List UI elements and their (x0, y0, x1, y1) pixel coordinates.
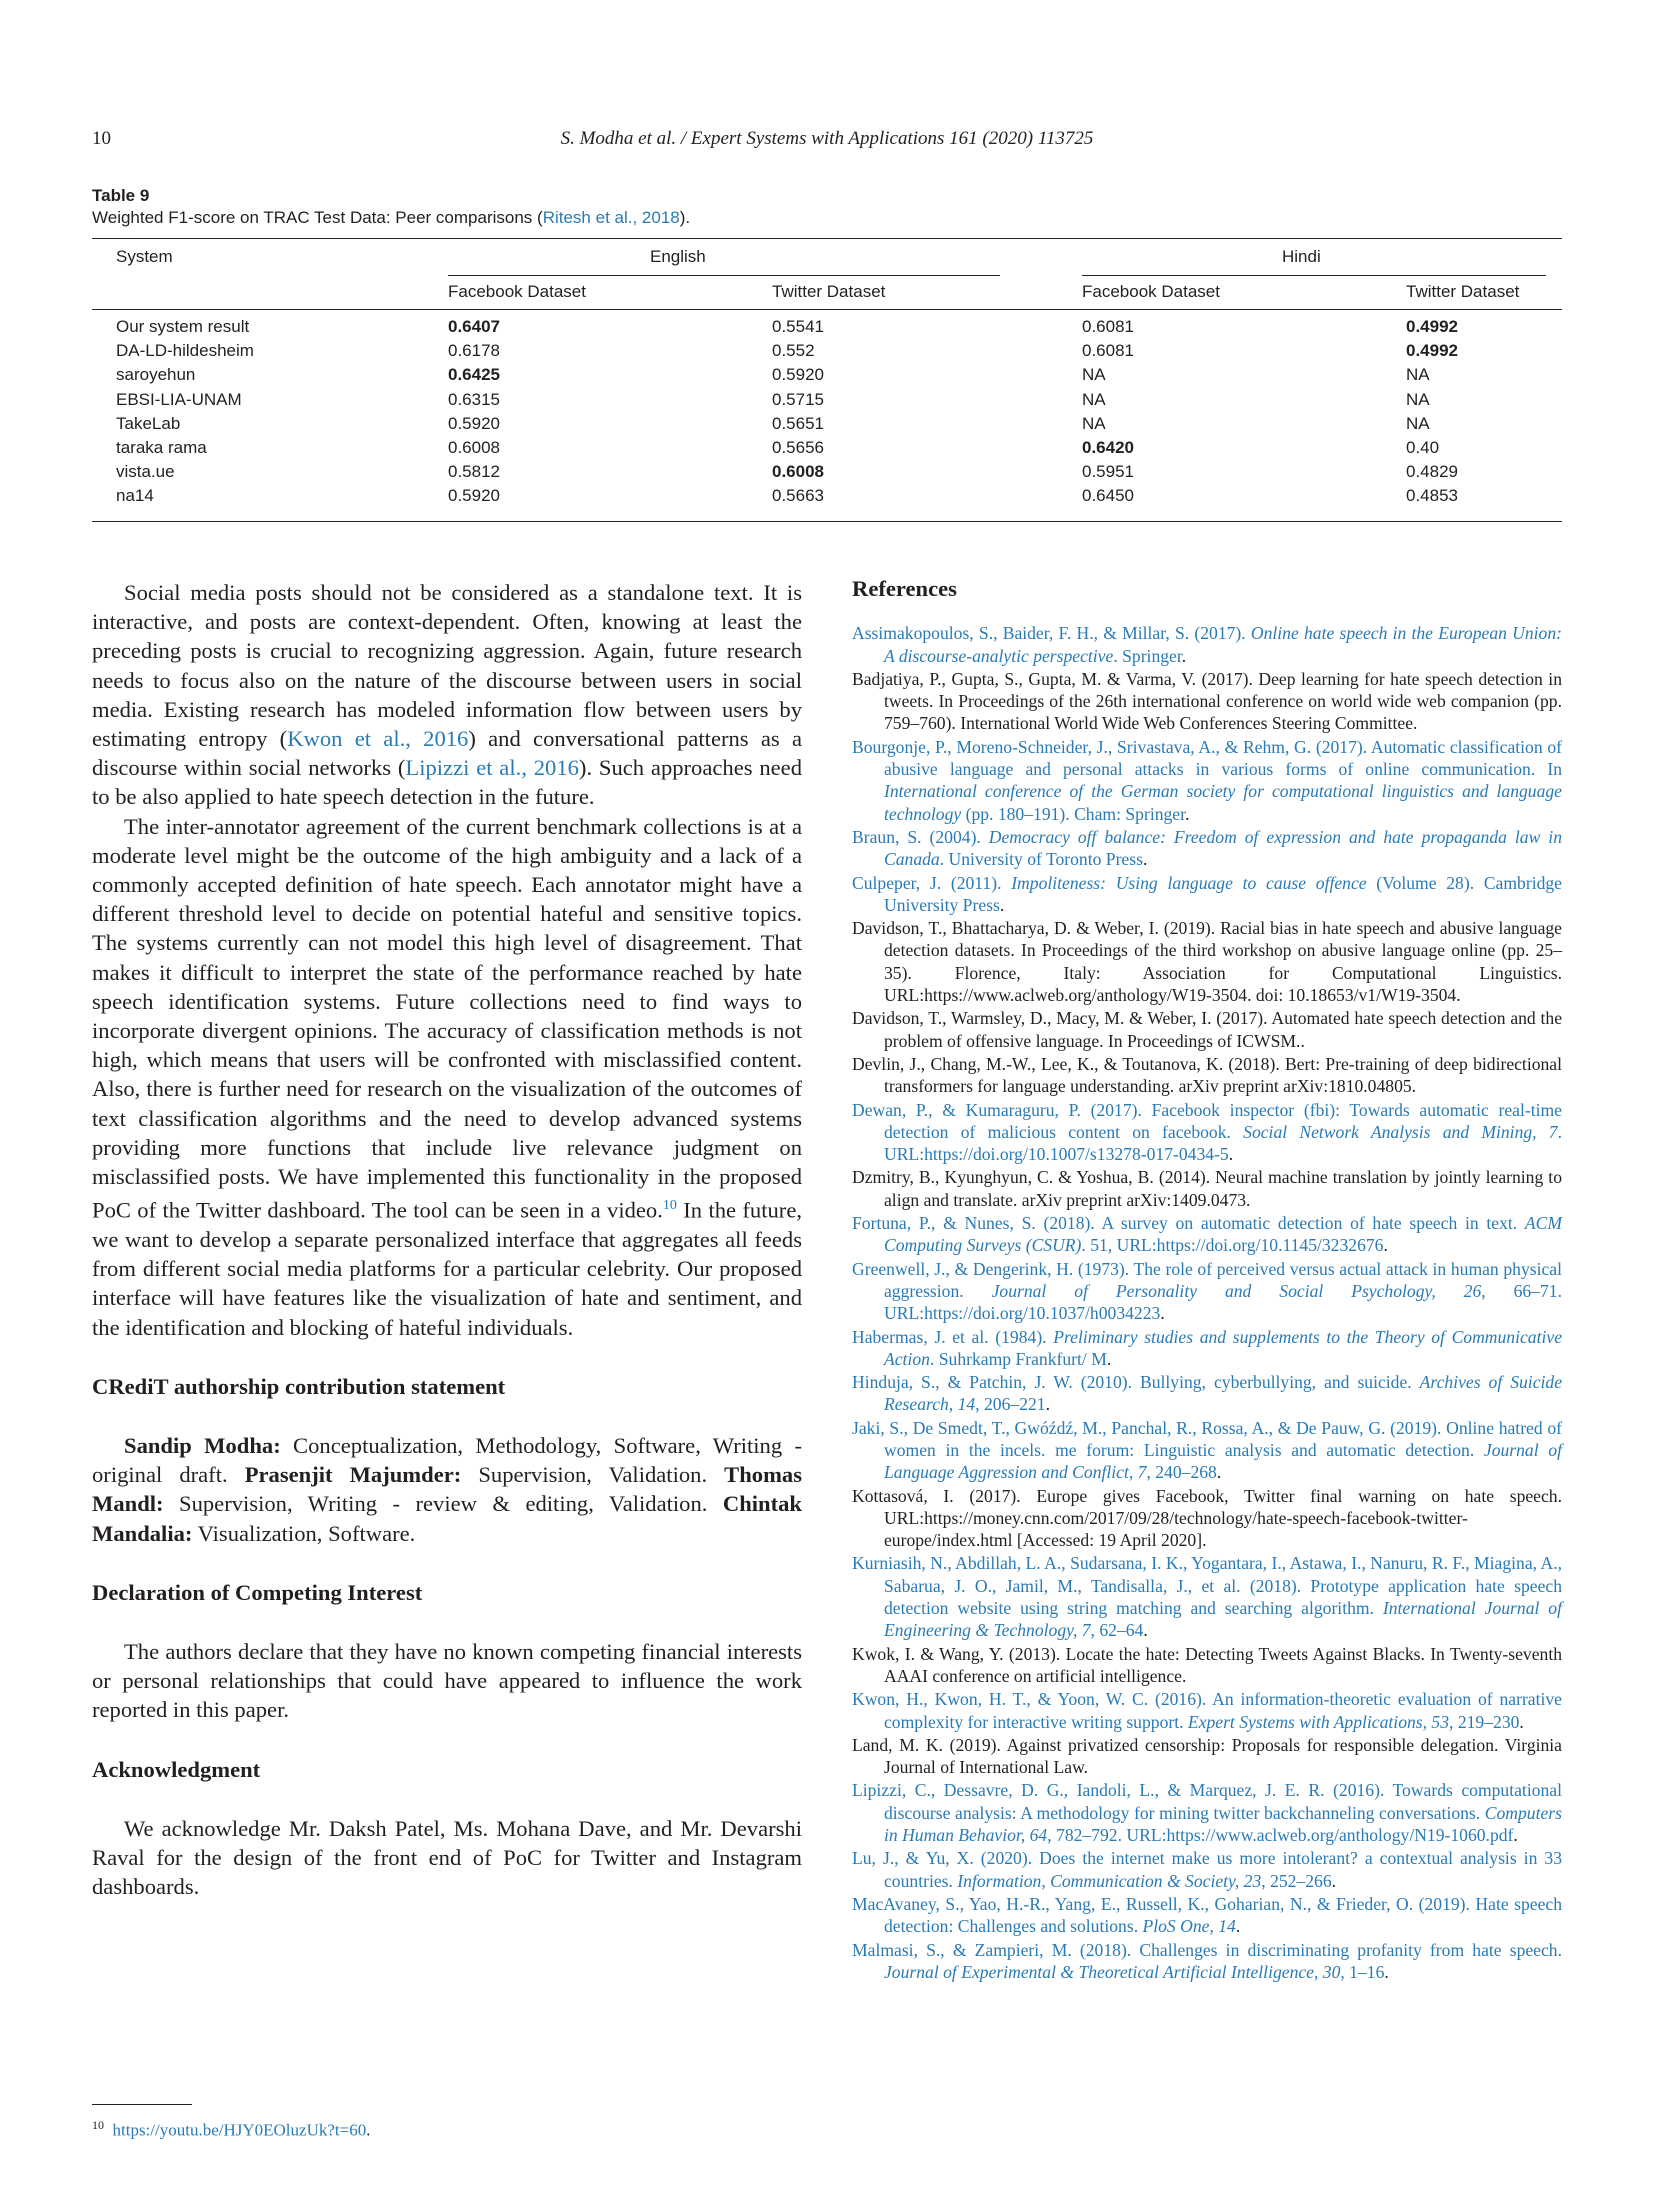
table-cell-value: 0.6081 (1082, 341, 1134, 361)
reference-item[interactable] (852, 1939, 1562, 1984)
hindi-group-rule (1082, 275, 1546, 276)
table-cell-value: 0.6081 (1082, 317, 1134, 336)
reference-text: Malmasi, S., & Zampieri, M. (2018). Challenges in discriminating profanity from hate speech. (852, 1939, 1562, 1960)
page-number: 10 (92, 128, 111, 149)
reference-citation[interactable] (852, 1327, 1562, 1369)
reference-citation (852, 1054, 1562, 1096)
reference-source: Democracy off balance: Freedom of expression and hate propaganda law in Canada (884, 826, 1562, 870)
reference-text: Davidson, T., Warmsley, D., Macy, M. & Weber, I. (2017). Automated hate speech detection and the problem of offensive language. In Proceedings of ICWSM.. (852, 1008, 1562, 1051)
reference-citation (852, 1735, 1562, 1777)
table-cell-value: 0.6178 (448, 341, 500, 361)
table-cell-system: Our system result (116, 317, 250, 336)
reference-text: . Springer (1113, 645, 1182, 666)
reference-citation[interactable] (852, 1100, 1562, 1165)
reference-text: Bourgonje, P., Moreno-Schneider, J., Srivastava, A., & Rehm, G. (2017). Automatic classification of abusive language and personal attacks in various forms of online communication. In (852, 736, 1562, 780)
reference-citation (852, 1486, 1562, 1551)
reference-source: International Journal of Engineering & Technology, 7 (884, 1598, 1562, 1641)
reference-end: . (1383, 1235, 1388, 1256)
table-cell-system: EBSI-LIA-UNAM (116, 389, 242, 409)
reference-text: Lipizzi, C., Dessavre, D. G., Iandoli, L., & Marquez, J. E. R. (2016). Towards computational discourse analysis: A methodology for mining twitter backchanneling conversations. (852, 1780, 1562, 1823)
reference-text: Kottasová, I. (2017). Europe gives Facebook, Twitter final warning on hate speech. URL:https://money.cnn.com/2017/09/28/technology/hate-speech-facebook-twitter-europe/index.html [Accessed: 19 April 2020]. (852, 1485, 1562, 1551)
reference-text: Fortuna, P., & Nunes, S. (2018). A survey on automatic detection of hate speech in text. (852, 1213, 1525, 1234)
table-cell-value: 0.5656 (772, 438, 824, 457)
reference-source: Journal of Personality and Social Psychology, 26 (991, 1280, 1482, 1301)
citation-kwon-2016[interactable]: Kwon et al., 2016 (287, 726, 469, 752)
reference-citation[interactable] (852, 1780, 1562, 1845)
reference-citation[interactable] (852, 1848, 1562, 1890)
table-cell-value: 0.6425 (448, 365, 500, 385)
reference-source: Social Network Analysis and Mining, 7 (1243, 1121, 1558, 1142)
english-group-rule (448, 275, 1000, 276)
reference-item (852, 668, 1562, 735)
reference-item (852, 1007, 1562, 1052)
reference-list (852, 622, 1562, 1983)
reference-end: . (1228, 1144, 1234, 1165)
reference-citation[interactable] (852, 873, 1562, 915)
reference-text: , 782–792. URL:https://www.aclweb.org/anthology/N19-1060.pdf (1047, 1825, 1514, 1846)
footnote-ref-10[interactable]: 10 (662, 1198, 677, 1214)
table-cell-value: 0.4992 (1406, 317, 1458, 336)
column-header-system: System (116, 247, 173, 266)
table-label: Table 9 (92, 186, 150, 205)
reference-text: . URL:https://doi.org/10.1007/s13278-017-0434-5 (884, 1121, 1562, 1165)
reference-citation[interactable] (852, 1372, 1562, 1414)
table-cell-value: NA (1406, 365, 1430, 385)
table-cell-value: 0.4853 (1406, 486, 1458, 506)
author-name: Chintak Mandalia: (92, 1491, 802, 1546)
reference-text: Habermas, J. et al. (1984). (852, 1326, 1054, 1347)
table-caption-text: Weighted F1-score on TRAC Test Data: Peer comparisons ( (92, 208, 543, 227)
reference-citation[interactable] (852, 1894, 1562, 1936)
reference-text: Badjatiya, P., Gupta, S., Gupta, M. & Varma, V. (2017). Deep learning for hate speech detection in tweets. In Proceedings of the 26th international conference on world wide web companion (pp. 759–760). International World Wide Web Conferences Steering Committee. (852, 668, 1562, 734)
reference-source: International conference of the German society for computational linguistics and language technology (884, 781, 1562, 824)
footnote-10 (92, 2118, 802, 2141)
table-cell-value: 0.5663 (772, 486, 824, 506)
credit-role: Conceptualization, Methodology, Software, Writing - original draft. (92, 1433, 802, 1488)
reference-citation[interactable] (852, 1213, 1562, 1255)
reference-text: Jaki, S., De Smedt, T., Gwóźdź, M., Panchal, R., Rossa, A., & De Pauw, G. (2019). Online hatred of women in the incels. me forum: Linguistic analysis and automatic detection. (852, 1417, 1562, 1460)
reference-text: Culpeper, J. (2011). (852, 872, 1012, 893)
reference-text: , 66–71. URL:https://doi.org/10.1037/h0034223 (884, 1280, 1563, 1324)
table-cell-value: 0.4829 (1406, 462, 1458, 482)
reference-item[interactable] (852, 1417, 1562, 1484)
reference-end: . (1106, 1348, 1112, 1369)
reference-source: ACM Computing Surveys (CSUR) (884, 1213, 1562, 1256)
reference-source: Online hate speech in the European Union: A discourse-analytic perspective (884, 623, 1562, 666)
table-cell-value: 0.5951 (1082, 462, 1134, 482)
reference-text: Greenwell, J., & Dengerink, H. (1973). The role of perceived versus actual attack in human physical aggression. (852, 1258, 1562, 1301)
reference-source: Journal of Language Aggression and Conflict, 7 (884, 1439, 1562, 1483)
table-cell-value: 0.6420 (1082, 438, 1134, 457)
reference-item[interactable] (852, 736, 1562, 825)
reference-text: , 1–16 (1340, 1961, 1385, 1982)
reference-text: , 240–268 (1146, 1462, 1217, 1483)
table-cell-value: 0.5920 (448, 486, 500, 506)
declaration-heading: Declaration of Competing Interest (92, 1579, 423, 1605)
reference-text: Land, M. K. (2019). Against privatized censorship: Proposals for responsible delegation. Virginia Journal of International Law. (852, 1734, 1562, 1778)
reference-source: Expert Systems with Applications, 53 (1187, 1711, 1450, 1732)
declaration-text: The authors declare that they have no known competing financial interests or personal relationships that could have appeared to influence the work reported in this paper. (92, 1639, 802, 1723)
table-cell-value: 0.552 (772, 341, 815, 361)
reference-text: Kurniasih, N., Abdillah, L. A., Sudarsana, I. K., Yogantara, I., Astawa, I., Nanuru, R. F., Miagina, A., Sabarua, J. O., Jamil, M., Tandisalla, J., et al. (2018). Prototype application hate speech detection website using string matching and searching algorithm. (852, 1553, 1562, 1619)
paragraph-text: ). Such approaches need to be also applied to hate speech detection in the future. (92, 755, 802, 810)
reference-citation[interactable] (852, 1418, 1562, 1483)
reference-item[interactable] (852, 872, 1562, 917)
group-header-english: English (650, 247, 706, 266)
sub-header-hi-facebook: Facebook Dataset (1082, 282, 1220, 301)
table-cell-value: NA (1406, 389, 1430, 409)
references-heading: References (852, 576, 957, 601)
table-cell-value: 0.6008 (772, 462, 824, 482)
sub-header-hi-twitter: Twitter Dataset (1406, 282, 1520, 301)
reference-text: (Volume 28). Cambridge University Press (884, 872, 1562, 915)
reference-item[interactable] (852, 1847, 1562, 1892)
reference-end: . (999, 894, 1005, 915)
reference-citation[interactable] (852, 827, 1562, 869)
author-name: Prasenjit Majumder: (244, 1462, 462, 1488)
credit-statement (92, 1431, 802, 1548)
reference-text: Hinduja, S., & Patchin, J. W. (2010). Bullying, cyberbullying, and suicide. (852, 1372, 1420, 1393)
acknowledgment-text: We acknowledge Mr. Daksh Patel, Ms. Mohana Dave, and Mr. Devarshi Raval for the design of the front end of PoC for Twitter and Instagram dashboards. (92, 1815, 802, 1900)
footnote-end: . (366, 2120, 371, 2140)
reference-citation[interactable] (852, 737, 1562, 824)
reference-text: Lu, J., & Yu, X. (2020). Does the internet make us more intolerant? a contextual analysis in 33 countries. (852, 1848, 1562, 1891)
sub-header-en-twitter: Twitter Dataset (772, 282, 886, 301)
header-rule (92, 309, 1562, 310)
table-cell-value: 0.6407 (448, 317, 500, 336)
reference-item[interactable] (852, 1688, 1562, 1733)
reference-end: . (1160, 1303, 1165, 1324)
reference-end: . (1519, 1711, 1524, 1732)
table-cell-system: saroyehun (116, 365, 196, 385)
paragraph-context (92, 578, 802, 812)
credit-role: Supervision, Validation. (461, 1462, 725, 1488)
reference-item[interactable] (852, 622, 1562, 667)
author-name: Thomas Mandl: (92, 1462, 803, 1517)
reference-end: . (1216, 1462, 1222, 1483)
reference-text: , 252–266 (1261, 1870, 1332, 1891)
table-caption-end: ). (679, 208, 691, 227)
group-header-hindi: Hindi (1282, 247, 1321, 266)
reference-end: . (1045, 1394, 1050, 1415)
reference-item (852, 1053, 1562, 1098)
reference-text: Devlin, J., Chang, M.-W., Lee, K., & Toutanova, K. (2018). Bert: Pre-training of deep bidirectional transformers for language understanding. arXiv preprint arXiv:1810.04805. (852, 1053, 1562, 1097)
reference-end: . (1185, 803, 1190, 824)
paragraph-agreement (92, 812, 802, 1342)
reference-citation[interactable] (852, 1553, 1562, 1640)
citation-lipizzi-2016[interactable]: Lipizzi et al., 2016 (405, 755, 579, 781)
table-9 (92, 186, 1562, 522)
table-cell-value: 0.5920 (448, 413, 500, 433)
reference-source: Information, Communication & Society, 23 (957, 1870, 1262, 1891)
reference-item (852, 1166, 1562, 1211)
reference-item[interactable] (852, 1552, 1562, 1641)
table-cell-value: 0.40 (1406, 438, 1440, 457)
reference-text: Dewan, P., & Kumaraguru, P. (2017). Facebook inspector (fbi): Towards automatic real-time detection of malicious content on facebook. (852, 1099, 1562, 1142)
table-cell-value: NA (1406, 413, 1430, 433)
table-cell-value: 0.5812 (448, 462, 500, 482)
running-head: S. Modha et al. / Expert Systems with Applications 161 (2020) 113725 (560, 128, 1094, 149)
footnote-rule (92, 2104, 192, 2105)
reference-end: . (1513, 1825, 1518, 1846)
reference-item[interactable] (852, 1326, 1562, 1371)
reference-citation (852, 918, 1562, 1005)
sub-header-en-facebook: Facebook Dataset (448, 282, 586, 301)
reference-source: Impoliteness: Using language to cause offence (1011, 872, 1367, 893)
credit-role: Supervision, Writing - review & editing, Validation. (163, 1491, 723, 1517)
left-column (92, 578, 802, 1901)
reference-item (852, 1734, 1562, 1779)
reference-source: Computers in Human Behavior, 64 (884, 1802, 1562, 1846)
reference-source: PloS One, 14 (1142, 1916, 1236, 1937)
reference-item (852, 917, 1562, 1006)
table-body (92, 238, 1562, 522)
reference-text: , 62–64 (1090, 1620, 1144, 1641)
reference-text: (pp. 180–191). Cham: Springer (961, 803, 1186, 824)
table-cell-value: 0.6008 (448, 438, 500, 457)
footnote-link[interactable]: https://youtu.be/HJY0EOluzUk?t=60 (112, 2120, 367, 2140)
table-cell-system: taraka rama (116, 438, 207, 457)
reference-item[interactable] (852, 826, 1562, 871)
reference-item[interactable] (852, 1371, 1562, 1416)
reference-item[interactable] (852, 1212, 1562, 1257)
right-column (852, 578, 1562, 1984)
reference-text: . University of Toronto Press (939, 849, 1143, 870)
reference-citation[interactable] (852, 623, 1562, 665)
credit-heading: CRediT authorship contribution statement (92, 1373, 506, 1399)
table-caption-link[interactable]: Ritesh et al., 2018 (542, 208, 680, 227)
reference-text: Assimakopoulos, S., Baider, F. H., & Millar, S. (2017). (852, 623, 1251, 644)
reference-item[interactable] (852, 1779, 1562, 1846)
reference-item (852, 1485, 1562, 1552)
table-cell-system: na14 (116, 486, 154, 506)
reference-text: Kwon, H., Kwon, H. T., & Yoon, W. C. (2016). An information-theoretic evaluation of narrative complexity for interactive writing support. (852, 1689, 1562, 1732)
reference-citation (852, 1644, 1562, 1686)
table-cell-system: vista.ue (116, 462, 175, 482)
table-cell-value: 0.6315 (448, 389, 500, 409)
reference-text: Dzmitry, B., Kyunghyun, C. & Yoshua, B. (2014). Neural machine translation by jointly learning to align and translate. arXiv preprint arXiv:1409.0473. (852, 1167, 1562, 1210)
table-cell-value: 0.6450 (1082, 486, 1134, 506)
reference-item (852, 1643, 1562, 1688)
reference-text: , 206–221 (975, 1394, 1046, 1415)
reference-text: Kwok, I. & Wang, Y. (2013). Locate the hate: Detecting Tweets Against Blacks. In Twenty-seventh AAAI conference on artificial intelligence. (852, 1643, 1562, 1686)
paragraph-text: The inter-annotator agreement of the current benchmark collections is at a moderate level might be the outcome of the high ambiguity and a lack of a commonly accepted definition of hate speech. Each annotator might have a different threshold level to decide on potential hateful and sensitive topics. The systems currently can not model this high level of disagreement. That makes it difficult to interpret the state of the performance reached by hate speech identification systems. Future collections need to find ways to incorporate divergent opinions. The accuracy of classification methods is not high, which means that users will be confronted with misclassified content. Also, there is further need for research on the visualization of the outcomes of text classification algorithms and the need to develop advanced systems providing more functions that include live relevance judgment on misclassified posts. We have implemented this functionality in the proposed PoC of the Twitter dashboard. The tool can be seen in a video. (92, 813, 802, 1223)
table-cell-system: DA-LD-hildesheim (116, 341, 254, 361)
reference-source: Preliminary studies and supplements to the Theory of Communicative Action (884, 1326, 1562, 1369)
reference-citation[interactable] (852, 1689, 1562, 1731)
reference-end: . (1235, 1916, 1241, 1937)
acknowledgment-heading: Acknowledgment (92, 1756, 261, 1782)
reference-item[interactable] (852, 1893, 1562, 1938)
table-cell-value: 0.5651 (772, 413, 824, 433)
table-cell-value: 0.4992 (1406, 341, 1458, 361)
reference-source: Archives of Suicide Research, 14 (884, 1372, 1563, 1415)
reference-end: . (1142, 849, 1148, 870)
page-header (92, 128, 1562, 158)
table-cell-system: TakeLab (116, 413, 181, 433)
reference-citation (852, 669, 1562, 734)
reference-end: . (1331, 1870, 1337, 1891)
reference-text: . Suhrkamp Frankfurt/ M (929, 1348, 1107, 1369)
credit-role: Visualization, Software. (192, 1520, 416, 1546)
reference-text: . 51, URL:https://doi.org/10.1145/3232676 (1081, 1235, 1384, 1256)
reference-item[interactable] (852, 1258, 1562, 1325)
reference-item[interactable] (852, 1099, 1562, 1166)
reference-citation[interactable] (852, 1259, 1562, 1324)
reference-source: Journal of Experimental & Theoretical Artificial Intelligence, 30 (884, 1961, 1341, 1982)
reference-text: MacAvaney, S., Yao, H.-R., Yang, E., Russell, K., Goharian, N., & Frieder, O. (2019). Hate speech detection: Challenges and solutions. (852, 1893, 1562, 1937)
table-cell-value: NA (1082, 413, 1106, 433)
table-cell-value: NA (1082, 365, 1106, 385)
paragraph-text: In the future, we want to develop a separate personalized interface that aggregates all feeds from different social media platforms for a particular celebrity. Our proposed interface will have features like the visualization of hate and sentiment, and the identification and blocking of hateful individuals. (92, 1197, 803, 1340)
paragraph-text: Social media posts should not be considered as a standalone text. It is interactive, and posts are context-dependent. Often, knowing at least the preceding posts is crucial to recognizing aggression. Again, future research needs to focus also on the nature of the discourse between users in social media. Existing research has modeled information flow between users by estimating entropy ( (92, 580, 802, 752)
reference-citation[interactable] (852, 1940, 1562, 1982)
table-cell-value: 0.5541 (772, 317, 824, 336)
table-caption (92, 208, 1562, 228)
reference-end: . (1181, 645, 1187, 666)
author-name: Sandip Modha: (124, 1433, 281, 1459)
reference-text: , 219–230 (1449, 1711, 1520, 1732)
reference-text: Braun, S. (2004). (852, 826, 989, 847)
table-cell-value: 0.5715 (772, 389, 824, 409)
table-cell-value: 0.5920 (772, 365, 824, 385)
table-cell-value: NA (1082, 389, 1106, 409)
paragraph-text: ) and conversational patterns as a discourse within social networks ( (92, 726, 802, 781)
reference-citation (852, 1008, 1562, 1050)
reference-end: . (1143, 1620, 1148, 1641)
reference-text: Davidson, T., Bhattacharya, D. & Weber, I. (2019). Racial bias in hate speech and abusive language detection datasets. In Proceedings of the third workshop on abusive language online (pp. 25–35). Florence, Italy: Association for Computational Linguistics. URL:https://www.aclweb.org/anthology/W19-3504. doi: 10.18653/v1/W19-3504. (852, 918, 1562, 1006)
reference-end: . (1384, 1961, 1389, 1982)
footnote-number: 10 (92, 2118, 104, 2132)
reference-citation (852, 1167, 1562, 1209)
